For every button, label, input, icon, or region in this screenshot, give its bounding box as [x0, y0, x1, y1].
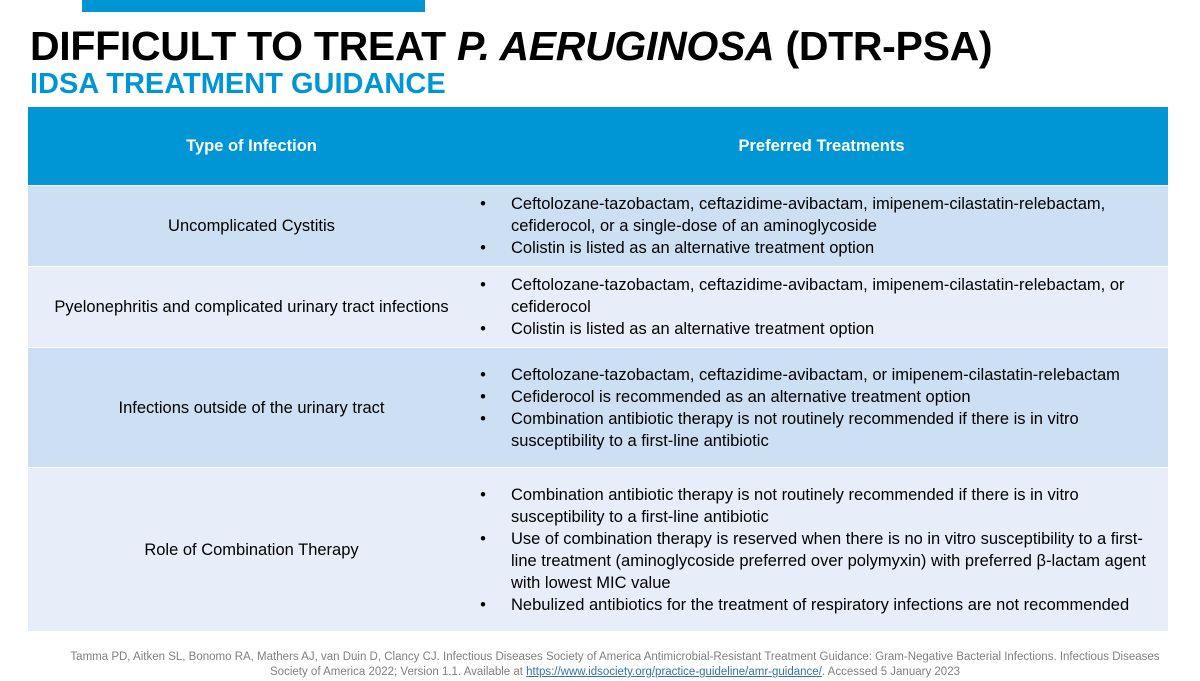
citation-accessed: . Accessed 5 January 2023: [821, 666, 960, 678]
treatments-cell: [475, 348, 1168, 468]
title-part1: DIFFICULT TO TREAT: [30, 23, 458, 69]
table-row: [28, 186, 1168, 267]
citation-footnote: [65, 650, 1165, 680]
infection-type-cell: Role of Combination Therapy: [28, 468, 475, 632]
header-type-of-infection: Type of Infection: [28, 107, 475, 186]
treatment-list: [475, 274, 1150, 340]
treatments-cell: [475, 186, 1168, 267]
header-preferred-treatments: Preferred Treatments: [475, 107, 1168, 186]
infection-type-cell: Infections outside of the urinary tract: [28, 348, 475, 468]
treatment-list: [475, 484, 1150, 616]
table-row: [28, 348, 1168, 468]
treatment-table: [28, 107, 1168, 632]
citation-text: Tamma PD, Aitken SL, Bonomo RA, Mathers AJ, van Duin D, Clancy CJ. Infectious Diseases Society of America Antimicrobial-Resistant Treatment Guidance: Gram-Negative Bacterial Infections. Infectious Diseases Society of America 2022; Version 1.1. Available at: [70, 651, 1160, 678]
title-part2: (DTR-PSA): [774, 23, 993, 69]
treatment-item: • Combination antibiotic therapy is not routinely recommended if there is in vitro susceptibility to a first-line antibiotic: [475, 484, 1150, 528]
treatment-list: [475, 364, 1150, 452]
treatment-list: [475, 193, 1150, 259]
treatment-item: • Ceftolozane-tazobactam, ceftazidime-avibactam, imipenem-cilastatin-relebactam, cefiderocol, or a single-dose of an aminoglycoside: [475, 193, 1150, 237]
citation-link[interactable]: https://www.idsociety.org/practice-guideline/amr-guidance/: [526, 666, 822, 678]
top-accent-bar: [82, 0, 425, 12]
treatment-item: • Colistin is listed as an alternative treatment option: [475, 237, 1150, 259]
treatments-cell: [475, 468, 1168, 632]
treatment-item: • Nebulized antibiotics for the treatment of respiratory infections are not recommended: [475, 594, 1150, 616]
treatment-item: • Colistin is listed as an alternative treatment option: [475, 318, 1150, 340]
table-row: [28, 468, 1168, 632]
treatment-item: • Ceftolozane-tazobactam, ceftazidime-avibactam, or imipenem-cilastatin-relebactam: [475, 364, 1150, 386]
infection-type-cell: Uncomplicated Cystitis: [28, 186, 475, 267]
slide-title: [30, 22, 992, 70]
treatments-cell: [475, 267, 1168, 348]
table-row: [28, 267, 1168, 348]
treatment-item: • Use of combination therapy is reserved when there is no in vitro susceptibility to a first-line treatment (aminoglycoside preferred over polymyxin) with preferred β-lactam agent with lowest MIC value: [475, 528, 1150, 594]
treatment-item: • Ceftolozane-tazobactam, ceftazidime-avibactam, imipenem-cilastatin-relebactam, or cefiderocol: [475, 274, 1150, 318]
slide-subtitle: IDSA TREATMENT GUIDANCE: [30, 68, 446, 100]
title-italic: P. AERUGINOSA: [457, 23, 775, 69]
treatment-item: • Cefiderocol is recommended as an alternative treatment option: [475, 386, 1150, 408]
infection-type-cell: Pyelonephritis and complicated urinary tract infections: [28, 267, 475, 348]
table-header-row: [28, 107, 1168, 186]
treatment-item: • Combination antibiotic therapy is not routinely recommended if there is in vitro susceptibility to a first-line antibiotic: [475, 408, 1150, 452]
